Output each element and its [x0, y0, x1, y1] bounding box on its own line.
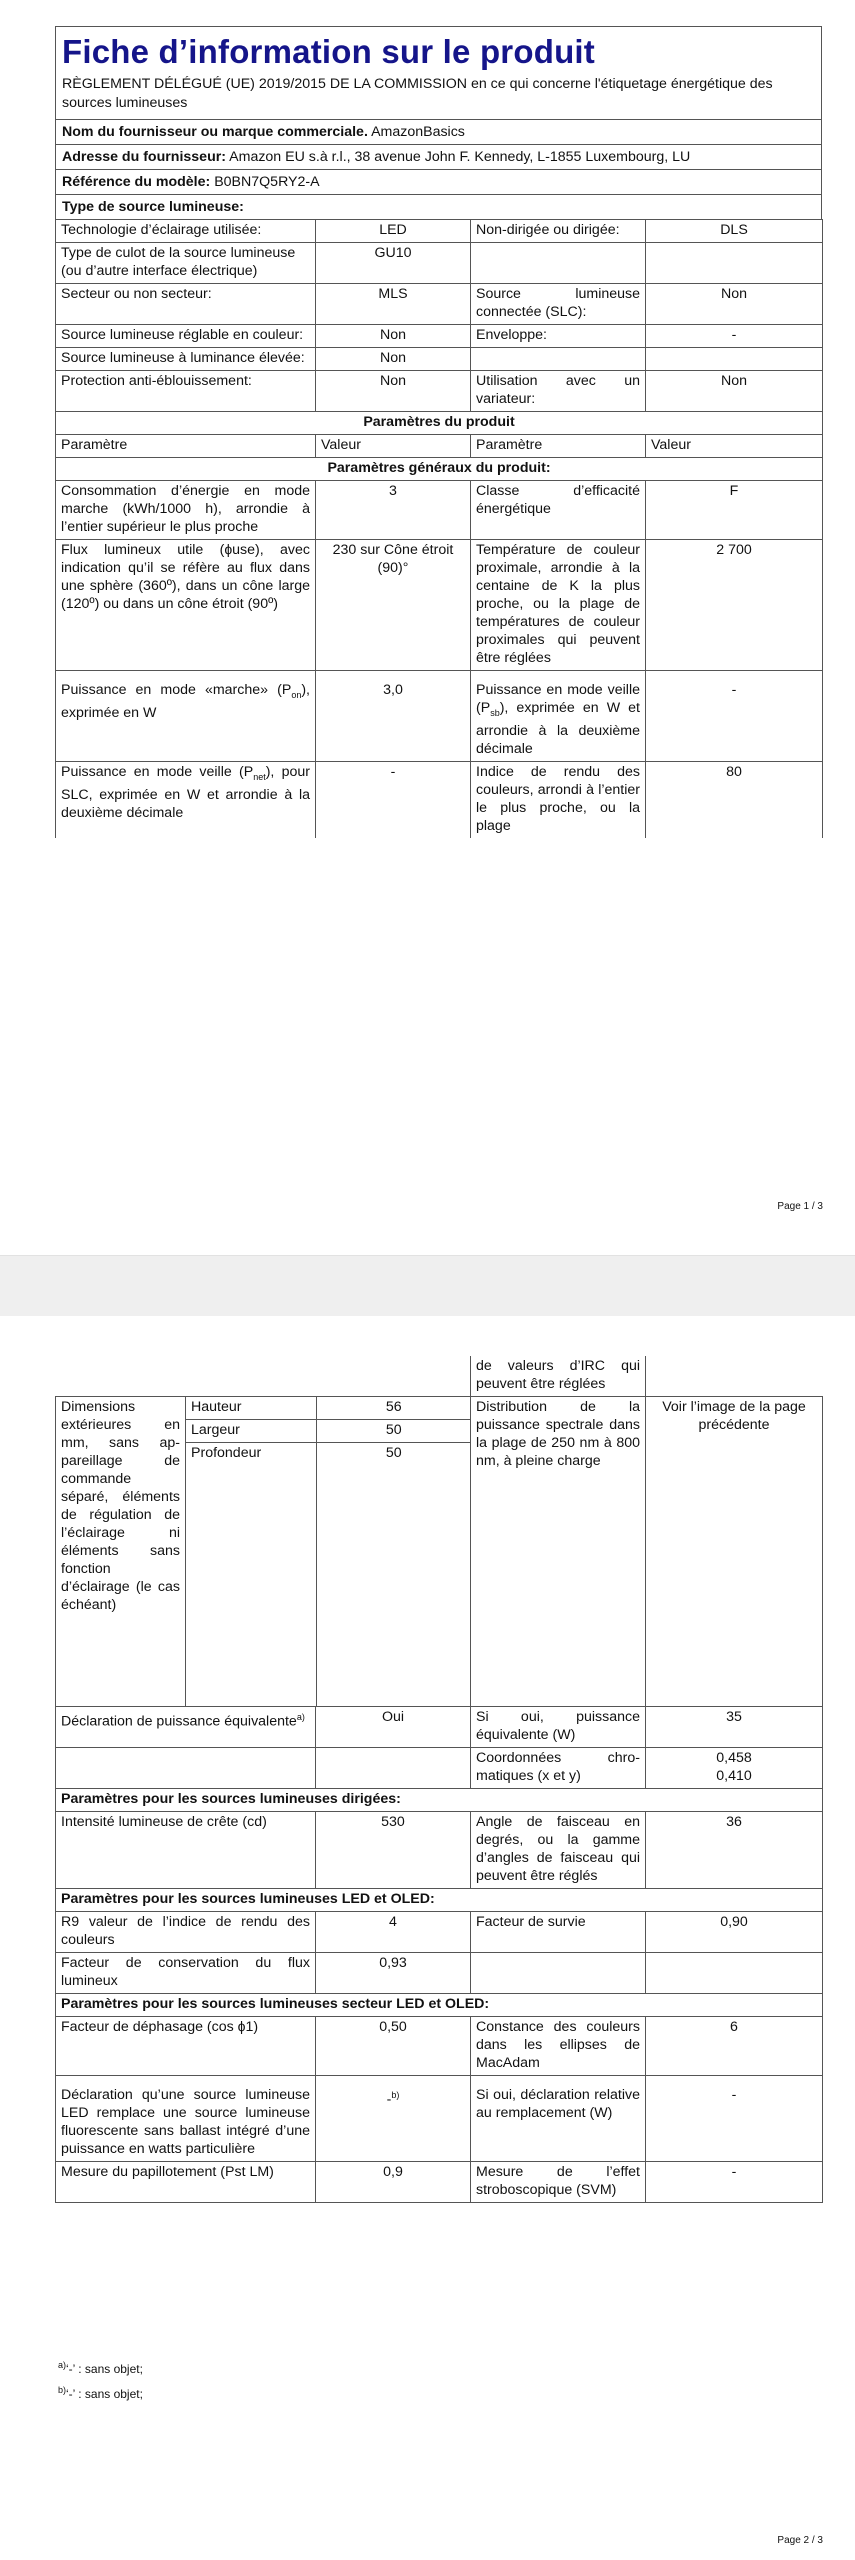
param-label: Source lumineuse à luminance élevée: — [56, 348, 316, 371]
param-value: 230 sur Cône étroit (90)° — [316, 540, 471, 671]
param-value — [646, 1748, 823, 1789]
table-row — [56, 1994, 823, 2017]
footnote-b-mark: b) — [58, 2385, 67, 2395]
table-row — [56, 243, 823, 284]
source-type-header: Type de source lumineuse: — [55, 195, 822, 220]
param-value: 35 — [646, 1707, 823, 1748]
blank-cell — [471, 1953, 646, 1994]
table-row — [56, 458, 823, 481]
param-label: Déclaration qu’une source lumineuse LED remplace une source lumineuse fluorescente sans ballast intégré d’une puissance en watts particulière — [56, 2076, 316, 2162]
param-value: Non — [316, 325, 471, 348]
param-value: Non — [646, 371, 823, 412]
model-reference-row — [55, 170, 822, 195]
param-label — [471, 671, 646, 762]
blank-cell — [56, 1356, 316, 1397]
param-value: 80 — [646, 761, 823, 838]
replace-value: - — [386, 2091, 392, 2108]
param-label: Facteur de conservation du flux lumineux — [56, 1953, 316, 1994]
standby-label: Puissance en mode veille (P — [476, 682, 640, 716]
param-label: Source lumineuse connectée (SLC): — [471, 284, 646, 325]
param-value: F — [646, 481, 823, 540]
table-row — [56, 1912, 823, 1953]
footnote-a — [58, 2360, 143, 2376]
table-row — [56, 1748, 823, 1789]
param-label: Non-dirigée ou dirigée: — [471, 220, 646, 243]
param-value: 0,93 — [316, 1953, 471, 1994]
param-label: Flux lumineux utile (ɸuse), avec indication qu’il se réfère au flux dans une sphère (360º), dans un cône large (120º) ou dans un cône étroit (90º) — [56, 540, 316, 671]
param-value: Non — [646, 284, 823, 325]
page-number: Page 1 / 3 — [777, 1201, 823, 1212]
standby-label-end: ), exprimée en W et arrondie à la deuxième décimale — [476, 700, 640, 757]
footnote-b — [58, 2385, 143, 2401]
table-row — [56, 325, 823, 348]
param-label: Indice de rendu des couleurs, arrondi à l’entier le plus proche, ou la plage — [471, 761, 646, 838]
param-value: - — [646, 325, 823, 348]
power-on-label: Puissance en mode «marche» (P — [61, 682, 292, 698]
net-standby-sub: net — [253, 771, 266, 782]
blank-cell — [646, 1953, 823, 1994]
param-value: LED — [316, 220, 471, 243]
table-row — [56, 761, 823, 838]
param-value: GU10 — [316, 243, 471, 284]
param-label: de valeurs d’IRC qui peuvent être réglées — [471, 1356, 646, 1397]
dimensions-cell — [186, 1397, 471, 1707]
table-row — [56, 220, 823, 243]
table-row — [56, 1789, 823, 1812]
param-label — [471, 243, 646, 284]
param-value: - — [646, 2076, 823, 2162]
param-value: - — [646, 2162, 823, 2203]
dimensions-table — [186, 1397, 471, 1706]
regulation-text: RÈGLEMENT DÉLÉGUÉ (UE) 2019/2015 DE LA COMMISSION en ce qui concerne l'étiquetage énergétique des sources lumineuses — [62, 76, 773, 111]
param-label: Classe d’efficacité énergétique — [471, 481, 646, 540]
param-value: Non — [316, 371, 471, 412]
param-label: Protection anti-éblouissement: — [56, 371, 316, 412]
blank-cell — [316, 1356, 471, 1397]
table-row — [56, 2076, 823, 2162]
param-label: Mesure de l’effet stroboscopique (SVM) — [471, 2162, 646, 2203]
supplier-name-label: Nom du fournisseur ou marque commerciale. — [62, 124, 368, 140]
param-value: 0,50 — [316, 2017, 471, 2076]
table-row — [56, 284, 823, 325]
param-value: 3 — [316, 481, 471, 540]
table-row — [56, 540, 823, 671]
model-reference-value: B0BN7Q5RY2-A — [214, 174, 320, 190]
page-1 — [0, 0, 855, 1255]
page-title: Fiche d’information sur le produit — [62, 33, 595, 70]
dim-value: 56 — [316, 1397, 471, 1420]
param-label — [56, 671, 316, 762]
param-label: Utilisation avec un variateur: — [471, 371, 646, 412]
base-type-label-note: (ou d’autre interface électrique) — [61, 263, 258, 279]
table-row — [186, 1397, 471, 1420]
supplier-address-label: Adresse du fournisseur: — [62, 149, 226, 165]
table-header-row — [56, 435, 823, 458]
dim-label: Largeur — [186, 1420, 316, 1443]
param-value: 2 700 — [646, 540, 823, 671]
product-params-header: Paramètres du produit — [56, 412, 823, 435]
param-label: Secteur ou non secteur: — [56, 284, 316, 325]
supplier-address-value: Amazon EU s.à r.l., 38 avenue John F. Kennedy, L-1855 Luxembourg, LU — [229, 149, 691, 165]
param-label: R9 valeur de l’indice de rendu des couleurs — [56, 1912, 316, 1953]
param-label — [471, 348, 646, 371]
table-row — [56, 1356, 823, 1397]
dim-value: 50 — [316, 1420, 471, 1443]
param-label: Source lumineuse réglable en couleur: — [56, 325, 316, 348]
chroma-y: 0,410 — [716, 1768, 752, 1784]
product-sheet-page-2 — [55, 1356, 822, 2203]
table-row — [56, 2162, 823, 2203]
param-value: MLS — [316, 284, 471, 325]
table-row — [56, 1889, 823, 1912]
param-label — [56, 1707, 316, 1748]
table-row — [56, 348, 823, 371]
column-header-value: Valeur — [316, 435, 471, 458]
param-value — [316, 2076, 471, 2162]
table-row — [186, 1443, 471, 1707]
table-row — [56, 412, 823, 435]
supplier-name-row — [55, 120, 822, 145]
supplier-address-row — [55, 145, 822, 170]
param-value: - — [316, 761, 471, 838]
param-label: Température de couleur proximale, arrondie à la centaine de K la plus proche, ou la plage de températures de couleur proximales qui peuvent être réglées — [471, 540, 646, 671]
table-row — [56, 671, 823, 762]
param-value: 3,0 — [316, 671, 471, 762]
page-separator — [0, 1255, 855, 1317]
model-reference-label: Référence du modèle: — [62, 174, 211, 190]
dim-label: Profondeur — [186, 1443, 316, 1707]
param-value — [646, 348, 823, 371]
blank-cell — [316, 1748, 471, 1789]
column-header-value: Valeur — [646, 435, 823, 458]
blank-cell — [56, 1748, 316, 1789]
blank-cell — [646, 1356, 823, 1397]
net-standby-label-end: ), pour SLC, exprimée en W et arrondie à la deuxième décimale — [61, 763, 310, 821]
param-value — [646, 243, 823, 284]
param-label — [56, 761, 316, 838]
param-label: Enveloppe: — [471, 325, 646, 348]
column-header-param: Paramètre — [56, 435, 316, 458]
param-label: Si oui, puissance équivalente (W) — [471, 1707, 646, 1748]
param-value: 36 — [646, 1812, 823, 1889]
param-value: - — [646, 671, 823, 762]
power-on-sub: on — [291, 689, 302, 700]
table-row — [56, 371, 823, 412]
dim-label: Hauteur — [186, 1397, 316, 1420]
table-row — [56, 481, 823, 540]
replace-sup: b) — [391, 2090, 400, 2100]
param-value: 0,90 — [646, 1912, 823, 1953]
footnote-a-mark: a) — [58, 2360, 67, 2370]
mains-led-params-header: Paramètres pour les sources lumineuses secteur LED et OLED: — [56, 1994, 823, 2017]
equiv-sup: a) — [296, 1712, 305, 1722]
param-value: Non — [316, 348, 471, 371]
param-value: Oui — [316, 1707, 471, 1748]
param-label: Intensité lumineuse de crête (cd) — [56, 1812, 316, 1889]
column-header-param: Paramètre — [471, 435, 646, 458]
param-value: DLS — [646, 220, 823, 243]
directed-params-header: Paramètres pour les sources lumineuses dirigées: — [56, 1789, 823, 1812]
supplier-name-value: AmazonBasics — [371, 124, 465, 140]
page-number: Page 2 / 3 — [777, 2535, 823, 2546]
net-standby-label: Puissance en mode veille (P — [61, 763, 254, 780]
equiv-label: Déclaration de puissance équivalente — [61, 1713, 297, 1730]
table-row — [56, 1707, 823, 1748]
led-params-header: Paramètres pour les sources lumineuses LED et OLED: — [56, 1889, 823, 1912]
table-row — [56, 1812, 823, 1889]
table-row — [56, 2017, 823, 2076]
param-value: Voir l’image de la page précédente — [646, 1397, 823, 1707]
table-row — [186, 1420, 471, 1443]
param-label: Consommation d’énergie en mode marche (kWh/1000 h), arrondie à l’entier supérieur le plus proche — [56, 481, 316, 540]
param-label: Constance des couleurs dans les ellipses de MacAdam — [471, 2017, 646, 2076]
footnote-a-text: ‘-’ : sans objet; — [66, 2362, 143, 2376]
param-label: Facteur de déphasage (cos ɸ1) — [56, 2017, 316, 2076]
param-label: Coordonnées chromatiques (x et y) — [471, 1748, 646, 1789]
parameters-table-continued — [55, 1356, 823, 2203]
param-label: Si oui, déclaration relative au remplacement (W) — [471, 2076, 646, 2162]
param-label: Angle de faisceau en degrés, ou la gamme d’angles de faisceau qui peuvent être réglés — [471, 1812, 646, 1889]
param-value: 530 — [316, 1812, 471, 1889]
param-label: Facteur de survie — [471, 1912, 646, 1953]
param-value: 6 — [646, 2017, 823, 2076]
dim-value: 50 — [316, 1443, 471, 1707]
power-on-label-end: ), exprimée en W — [61, 682, 310, 721]
param-value: 0,9 — [316, 2162, 471, 2203]
table-row — [56, 1953, 823, 1994]
param-label: Mesure du papillotement (Pst LM) — [56, 2162, 316, 2203]
product-sheet-page-1 — [55, 26, 822, 838]
standby-sub: sb — [490, 707, 500, 718]
page-2 — [0, 1316, 855, 2560]
param-label: Technologie d’éclairage utilisée: — [56, 220, 316, 243]
chroma-x: 0,458 — [716, 1750, 752, 1766]
param-value: 4 — [316, 1912, 471, 1953]
base-type-label: Type de culot de la source lumineuse — [61, 245, 296, 261]
param-label: Dimensions extérieures en mm, sans appareillage de commande séparé, éléments de régulation de l’éclairage ni éléments sans fonction d’éclairage (le cas échéant) — [56, 1397, 186, 1707]
footnote-b-text: ‘-’ : sans objet; — [66, 2387, 143, 2401]
title-box — [55, 26, 822, 120]
general-params-header: Paramètres généraux du produit: — [56, 458, 823, 481]
table-row — [56, 1397, 823, 1707]
param-label — [56, 243, 316, 284]
source-type-table — [55, 219, 823, 838]
param-label: Distribution de la puissance spectrale dans la plage de 250 nm à 800 nm, à pleine charge — [471, 1397, 646, 1707]
